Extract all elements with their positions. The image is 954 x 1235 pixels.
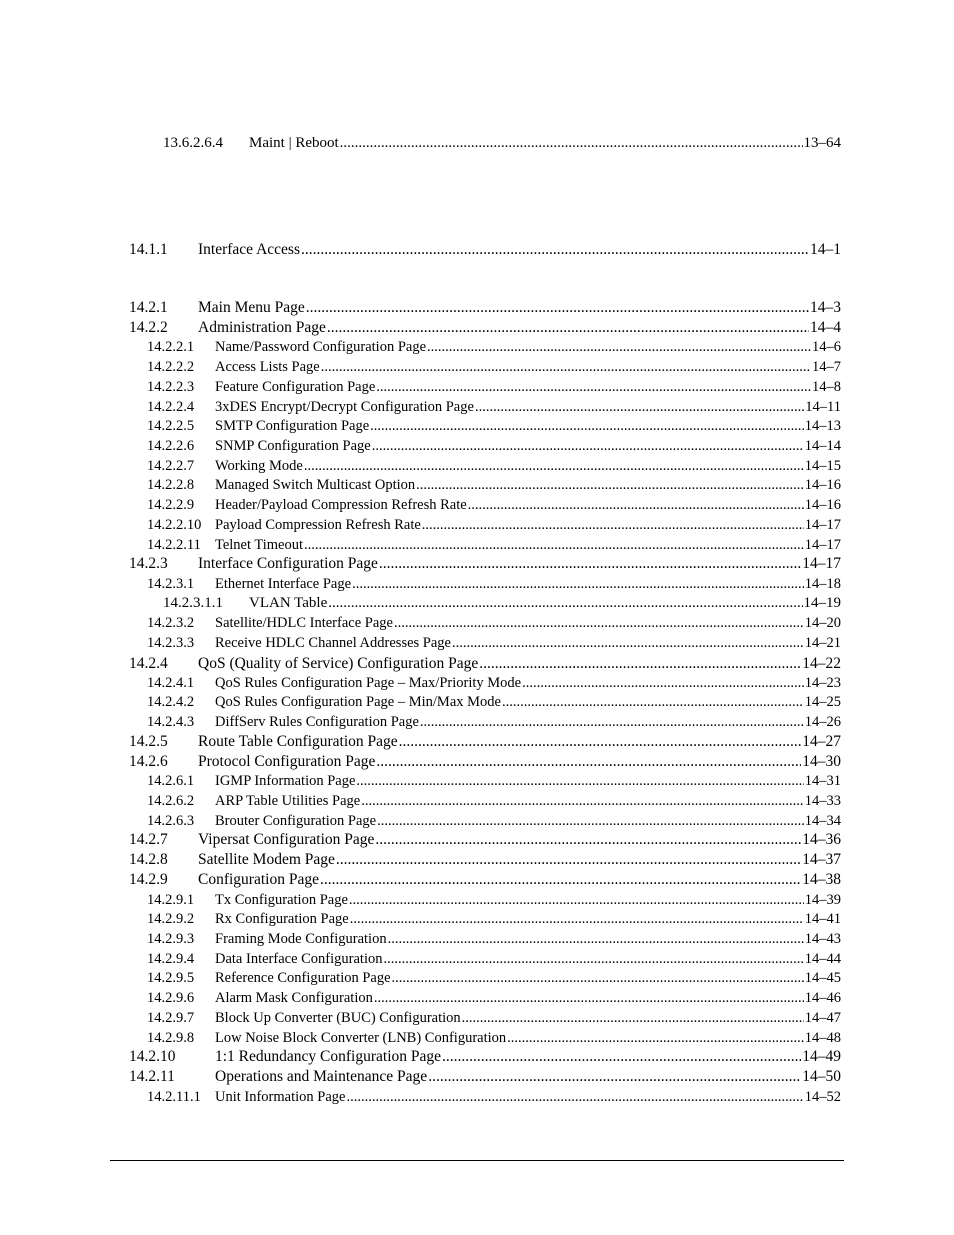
toc-entry[interactable] xyxy=(147,892,841,909)
toc-entry-number: 14.2.2.2 xyxy=(147,359,195,375)
toc-entry-title: Vipersat Configuration Page xyxy=(198,831,375,848)
toc-entry-title: Operations and Maintenance Page xyxy=(215,1068,428,1085)
dot-leader xyxy=(376,379,811,396)
toc-entry-title: Route Table Configuration Page xyxy=(198,733,398,750)
toc-entry[interactable] xyxy=(129,871,841,889)
toc-entry[interactable] xyxy=(147,675,841,692)
dot-leader xyxy=(428,1068,801,1086)
toc-entry-number: 14.2.9.2 xyxy=(147,911,195,927)
toc-entry-title: Main Menu Page xyxy=(198,299,305,316)
toc-entry-number: 14.2.4 xyxy=(129,655,168,672)
dot-leader xyxy=(379,555,801,573)
dot-leader xyxy=(374,990,804,1007)
toc-entry[interactable] xyxy=(147,1030,841,1047)
toc-entry[interactable] xyxy=(147,438,841,455)
toc-entry-title: Receive HDLC Channel Addresses Page xyxy=(215,635,451,651)
toc-entry-page-number: 14–30 xyxy=(802,753,841,770)
toc-entry[interactable] xyxy=(129,753,841,771)
toc-entry-number: 14.2.3.2 xyxy=(147,615,195,631)
toc-entry-number: 14.2.2.6 xyxy=(147,438,195,454)
toc-entry[interactable] xyxy=(129,241,841,259)
toc-entry[interactable] xyxy=(147,911,841,928)
toc-entry-number: 14.2.3.1 xyxy=(147,576,195,592)
toc-entry-number: 14.2.6 xyxy=(129,753,168,770)
dot-leader xyxy=(320,871,801,889)
toc-entry-page-number: 14–50 xyxy=(802,1068,841,1085)
toc-entry[interactable] xyxy=(147,773,841,790)
toc-entry[interactable] xyxy=(129,851,841,869)
dot-leader xyxy=(304,458,804,475)
toc-entry-number: 14.2.3 xyxy=(129,555,168,572)
toc-entry-number: 14.2.9.7 xyxy=(147,1010,195,1026)
toc-entry[interactable] xyxy=(147,615,841,632)
dot-leader xyxy=(420,714,804,731)
toc-entry-title: SNMP Configuration Page xyxy=(215,438,371,454)
toc-entry-number: 14.2.11 xyxy=(129,1068,175,1085)
dot-leader xyxy=(522,675,804,692)
toc-entry-page-number: 14–17 xyxy=(802,555,841,572)
toc-entry-title: Data Interface Configuration xyxy=(215,951,383,967)
toc-entry-page-number: 14–22 xyxy=(802,655,841,672)
toc-entry-title: Feature Configuration Page xyxy=(215,379,376,395)
footer-rule xyxy=(110,1160,844,1161)
toc-entry-title: Tx Configuration Page xyxy=(215,892,348,908)
toc-entry-page-number: 14–19 xyxy=(803,595,841,611)
toc-entry[interactable] xyxy=(147,714,841,731)
dot-leader xyxy=(328,595,802,612)
toc-entry-title: IGMP Information Page xyxy=(215,773,356,789)
toc-entry-number: 14.2.3.3 xyxy=(147,635,195,651)
toc-entry[interactable] xyxy=(129,831,841,849)
toc-entry-title: Working Mode xyxy=(215,458,303,474)
dot-leader xyxy=(306,299,809,317)
toc-entry[interactable] xyxy=(129,299,841,317)
toc-entry[interactable] xyxy=(147,399,841,416)
toc-entry-title: Interface Access xyxy=(198,241,300,258)
toc-entry[interactable] xyxy=(147,477,841,494)
dot-leader xyxy=(340,135,803,152)
toc-entry-title: DiffServ Rules Configuration Page xyxy=(215,714,419,730)
toc-entry[interactable] xyxy=(147,379,841,396)
dot-leader xyxy=(392,970,804,987)
toc-entry-page-number: 14–25 xyxy=(804,694,841,710)
toc-entry[interactable] xyxy=(147,793,841,810)
toc-entry-page-number: 14–48 xyxy=(804,1030,841,1046)
toc-entry-number: 14.2.4.3 xyxy=(147,714,195,730)
toc-entry[interactable] xyxy=(147,951,841,968)
dot-leader xyxy=(375,831,801,849)
dot-leader xyxy=(468,497,804,514)
toc-entry-number: 13.6.2.6.4 xyxy=(163,135,223,151)
toc-entry[interactable] xyxy=(129,319,841,337)
toc-entry-page-number: 14–46 xyxy=(804,990,841,1006)
toc-entry-number: 14.2.2.7 xyxy=(147,458,195,474)
toc-entry-title: Protocol Configuration Page xyxy=(198,753,376,770)
toc-entry-number: 14.2.1 xyxy=(129,299,168,316)
toc-entry-page-number: 14–6 xyxy=(812,339,841,355)
toc-entry[interactable] xyxy=(147,497,841,514)
toc-entry-title: QoS Rules Configuration Page – Min/Max Mode xyxy=(215,694,501,710)
toc-entry-number: 14.1.1 xyxy=(129,241,168,258)
toc-entry-number: 14.2.4.2 xyxy=(147,694,195,710)
dot-leader xyxy=(383,951,803,968)
toc-entry-number: 14.2.9.3 xyxy=(147,931,195,947)
dot-leader xyxy=(377,813,804,830)
toc-entry-number: 14.2.2.8 xyxy=(147,477,195,493)
toc-entry-page-number: 14–39 xyxy=(804,892,841,908)
toc-entry-title: Brouter Configuration Page xyxy=(215,813,377,829)
dot-leader xyxy=(301,241,809,259)
toc-entry[interactable] xyxy=(147,635,841,652)
dot-leader xyxy=(416,477,804,494)
dot-leader xyxy=(394,615,804,632)
toc-entry-number: 14.2.2.4 xyxy=(147,399,195,415)
toc-entry-page-number: 14–3 xyxy=(810,299,841,316)
dot-leader xyxy=(356,773,803,790)
toc-entry[interactable] xyxy=(147,576,841,593)
toc-entry-number: 14.2.8 xyxy=(129,851,168,868)
toc-entry-page-number: 14–13 xyxy=(804,418,841,434)
toc-entry[interactable] xyxy=(147,418,841,435)
toc-entry-title: Payload Compression Refresh Rate xyxy=(215,517,421,533)
toc-entry-number: 14.2.5 xyxy=(129,733,168,750)
toc-entry-page-number: 14–41 xyxy=(804,911,841,927)
toc-entry-page-number: 14–47 xyxy=(804,1010,841,1026)
toc-entry-page-number: 14–44 xyxy=(804,951,841,967)
toc-entry-title: Satellite/HDLC Interface Page xyxy=(215,615,393,631)
toc-entry-page-number: 14–14 xyxy=(804,438,841,454)
toc-entry-page-number: 14–38 xyxy=(802,871,841,888)
dot-leader xyxy=(422,517,804,534)
toc-entry-page-number: 14–26 xyxy=(804,714,841,730)
toc-entry-title: 1:1 Redundancy Configuration Page xyxy=(215,1048,441,1065)
toc-entry-number: 14.2.9.1 xyxy=(147,892,195,908)
toc-entry-title: Ethernet Interface Page xyxy=(215,576,352,592)
toc-entry[interactable] xyxy=(147,339,841,356)
toc-entry-page-number: 14–34 xyxy=(804,813,841,829)
toc-entry-page-number: 14–31 xyxy=(804,773,841,789)
toc-entry-page-number: 14–7 xyxy=(812,359,841,375)
toc-entry-title: ARP Table Utilities Page xyxy=(215,793,361,809)
toc-entry-number: 14.2.7 xyxy=(129,831,168,848)
toc-entry-title: Configuration Page xyxy=(198,871,319,888)
toc-entry-number: 14.2.6.3 xyxy=(147,813,195,829)
dot-leader xyxy=(352,576,804,593)
dot-leader xyxy=(452,635,804,652)
toc-entry[interactable] xyxy=(129,733,841,751)
toc-entry-number: 14.2.2.3 xyxy=(147,379,195,395)
toc-entry[interactable] xyxy=(147,990,841,1007)
toc-entry-page-number: 14–43 xyxy=(804,931,841,947)
dot-leader xyxy=(350,911,804,928)
dot-leader xyxy=(442,1048,801,1066)
toc-entry-number: 14.2.2.11 xyxy=(147,537,201,553)
toc-entry-page-number: 14–27 xyxy=(802,733,841,750)
dot-leader xyxy=(507,1030,804,1047)
toc-entry-number: 14.2.9.6 xyxy=(147,990,195,1006)
toc-entry-page-number: 14–4 xyxy=(810,319,841,336)
toc-entry-title: Telnet Timeout xyxy=(215,537,304,553)
toc-entry-page-number: 14–16 xyxy=(804,477,841,493)
toc-entry[interactable] xyxy=(147,537,841,554)
toc-entry-number: 14.2.2.9 xyxy=(147,497,195,513)
toc-entry[interactable] xyxy=(147,1089,841,1106)
toc-entry-title: Block Up Converter (BUC) Configuration xyxy=(215,1010,461,1026)
toc-entry-title: Name/Password Configuration Page xyxy=(215,339,427,355)
toc-entry-number: 14.2.3.1.1 xyxy=(163,595,223,611)
toc-entry-title: Administration Page xyxy=(198,319,326,336)
toc-entry-number: 14.2.2.1 xyxy=(147,339,195,355)
toc-entry[interactable] xyxy=(163,135,841,152)
toc-entry-page-number: 14–37 xyxy=(802,851,841,868)
dot-leader xyxy=(502,694,804,711)
toc-entry-page-number: 14–17 xyxy=(804,537,841,553)
toc-entry-page-number: 14–23 xyxy=(804,675,841,691)
toc-entry[interactable] xyxy=(129,555,841,573)
toc-entry-title: VLAN Table xyxy=(249,595,328,611)
toc-entry-number: 14.2.9.4 xyxy=(147,951,195,967)
dot-leader xyxy=(346,1089,803,1106)
toc-entry-page-number: 13–64 xyxy=(803,135,841,151)
toc-entry-number: 14.2.2 xyxy=(129,319,168,336)
dot-leader xyxy=(372,438,804,455)
toc-entry-title: 3xDES Encrypt/Decrypt Configuration Page xyxy=(215,399,474,415)
toc-entry-page-number: 14–15 xyxy=(804,458,841,474)
toc-entry-page-number: 14–11 xyxy=(805,399,841,415)
toc-entry-number: 14.2.4.1 xyxy=(147,675,195,691)
toc-entry-title: Managed Switch Multicast Option xyxy=(215,477,416,493)
dot-leader xyxy=(388,931,804,948)
toc-entry-page-number: 14–33 xyxy=(804,793,841,809)
toc-entry-number: 14.2.9.5 xyxy=(147,970,195,986)
toc-entry-title: Framing Mode Configuration xyxy=(215,931,387,947)
toc-entry-title: Reference Configuration Page xyxy=(215,970,391,986)
toc-entry-title: Maint | Reboot xyxy=(249,135,339,151)
toc-entry-title: Access Lists Page xyxy=(215,359,320,375)
toc-entry[interactable] xyxy=(147,458,841,475)
toc-entry-page-number: 14–45 xyxy=(804,970,841,986)
toc-entry-title: Satellite Modem Page xyxy=(198,851,335,868)
toc-entry-number: 14.2.9.8 xyxy=(147,1030,195,1046)
dot-leader xyxy=(427,339,811,356)
dot-leader xyxy=(304,537,804,554)
toc-entry-number: 14.2.10 xyxy=(129,1048,176,1065)
toc-entry-title: Alarm Mask Configuration xyxy=(215,990,373,1006)
toc-entry[interactable] xyxy=(147,813,841,830)
toc-entry[interactable] xyxy=(129,1068,841,1086)
dot-leader xyxy=(327,319,809,337)
toc-entry-page-number: 14–1 xyxy=(810,241,841,258)
toc-entry-page-number: 14–16 xyxy=(804,497,841,513)
toc-entry[interactable] xyxy=(147,694,841,711)
toc-entry[interactable] xyxy=(147,970,841,987)
toc-entry-page-number: 14–36 xyxy=(802,831,841,848)
toc-entry-page-number: 14–17 xyxy=(804,517,841,533)
toc-entry[interactable] xyxy=(147,931,841,948)
toc-entry-number: 14.2.6.2 xyxy=(147,793,195,809)
toc-entry-title: Rx Configuration Page xyxy=(215,911,349,927)
dot-leader xyxy=(361,793,804,810)
dot-leader xyxy=(399,733,802,751)
toc-entry-page-number: 14–20 xyxy=(804,615,841,631)
toc-entry[interactable] xyxy=(163,595,841,612)
toc-entry-number: 14.2.9 xyxy=(129,871,168,888)
toc-entry-title: QoS (Quality of Service) Configuration Page xyxy=(198,655,479,672)
toc-entry-number: 14.2.11.1 xyxy=(147,1089,201,1105)
toc-entry[interactable] xyxy=(147,359,841,376)
toc-entry-title: Interface Configuration Page xyxy=(198,555,378,572)
toc-entry[interactable] xyxy=(129,1048,841,1066)
dot-leader xyxy=(370,418,804,435)
toc-entry[interactable] xyxy=(129,655,841,673)
toc-entry[interactable] xyxy=(147,1010,841,1027)
toc-entry-number: 14.2.6.1 xyxy=(147,773,195,789)
toc-entry-number: 14.2.2.5 xyxy=(147,418,195,434)
toc-entry-title: Low Noise Block Converter (LNB) Configuration xyxy=(215,1030,507,1046)
toc-entry-page-number: 14–18 xyxy=(804,576,841,592)
dot-leader xyxy=(349,892,804,909)
toc-entry-title: Header/Payload Compression Refresh Rate xyxy=(215,497,467,513)
dot-leader xyxy=(376,753,801,771)
toc-entry-page-number: 14–49 xyxy=(802,1048,841,1065)
toc-entry-title: Unit Information Page xyxy=(215,1089,346,1105)
toc-entry-number: 14.2.2.10 xyxy=(147,517,202,533)
toc-entry-title: SMTP Configuration Page xyxy=(215,418,370,434)
dot-leader xyxy=(475,399,804,416)
dot-leader xyxy=(462,1010,804,1027)
dot-leader xyxy=(479,655,801,673)
dot-leader xyxy=(321,359,811,376)
toc-entry-title: QoS Rules Configuration Page – Max/Priority Mode xyxy=(215,675,522,691)
toc-entry-page-number: 14–21 xyxy=(804,635,841,651)
toc-entry[interactable] xyxy=(147,517,841,534)
dot-leader xyxy=(336,851,801,869)
toc-entry-page-number: 14–52 xyxy=(804,1089,841,1105)
toc-entry-page-number: 14–8 xyxy=(812,379,841,395)
